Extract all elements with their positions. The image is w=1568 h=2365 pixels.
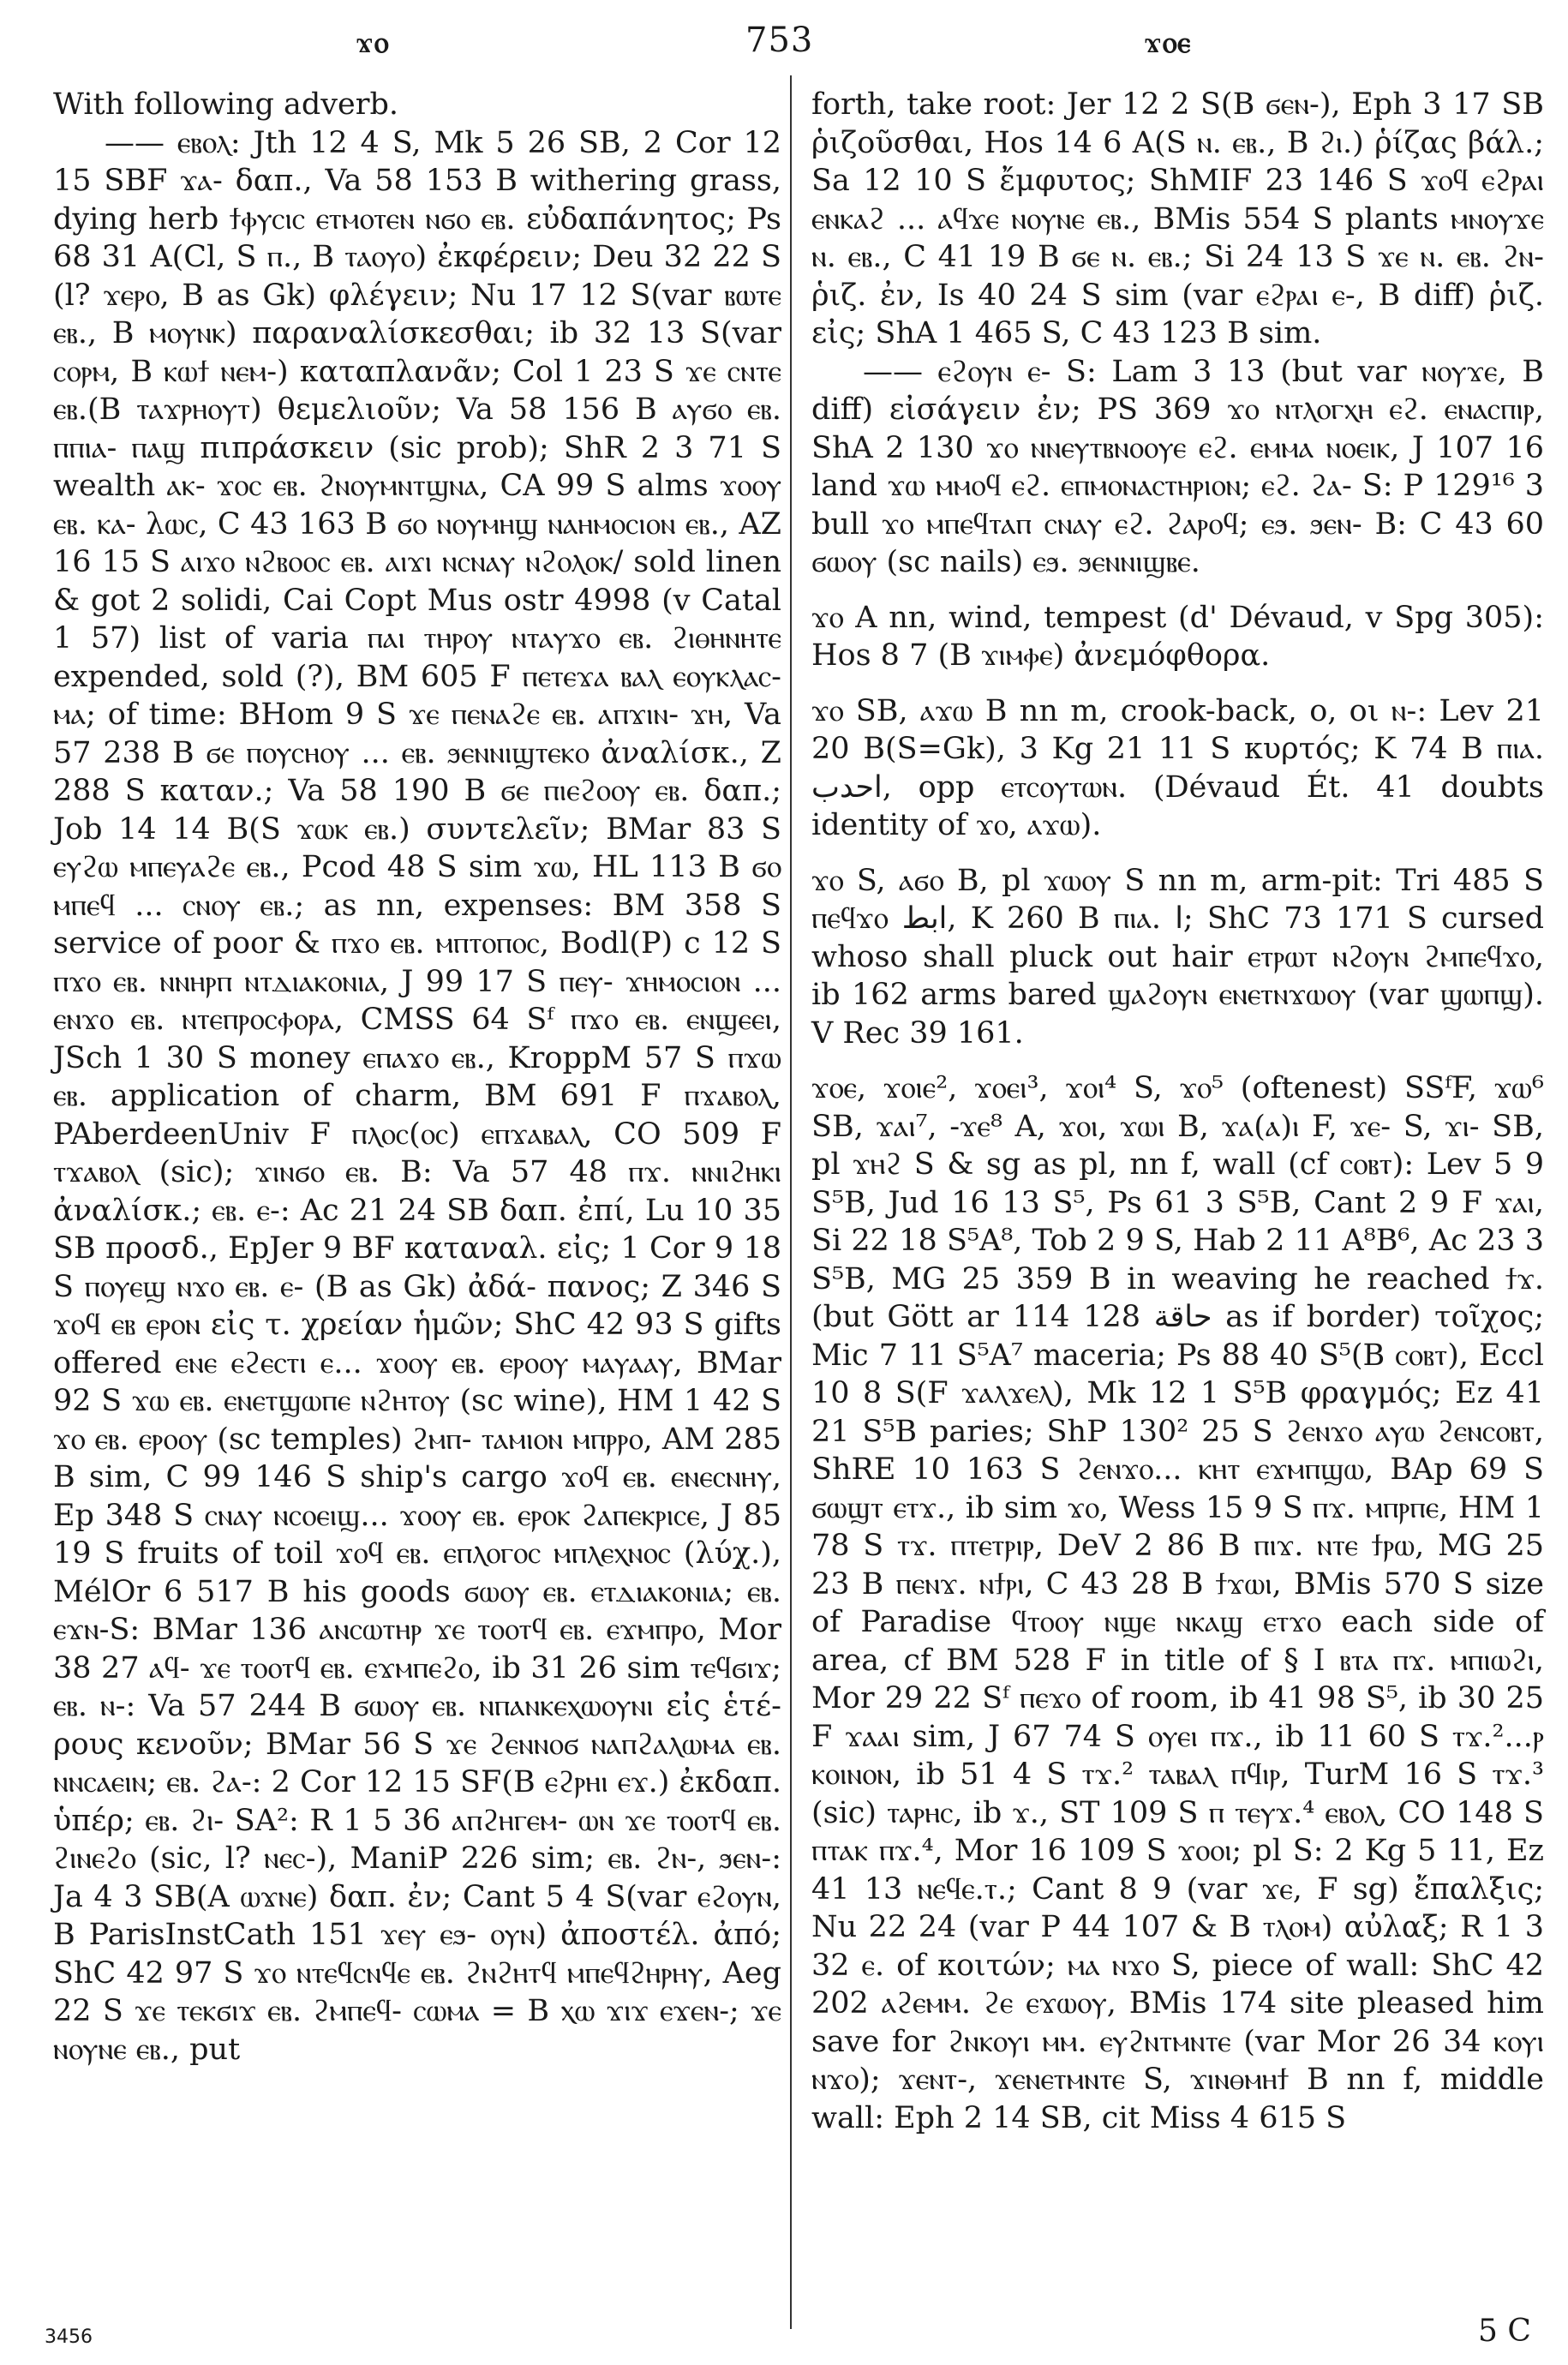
left-paragraph: —— ⲉⲃⲟⲗ: Jth 12 4 S, Mk 5 26 SB, 2 Cor 12 15 SBF ϫⲁ- δαπ., Va 58 153 B withering grass, dying herb ϯⲫⲩⲥⲓⲥ ⲉⲧⲙⲟⲧⲉⲛ ⲛϭⲟ ⲉⲃ. εὐδαπάνητος; Ps 68 31 A(Cl, S ⲡ., B ⲧⲁⲟⲩⲟ) ἐκφέρειν; Deu 32 22 S (l? ϫⲉⲣⲟ, B as Gk) φλέγειν; Nu 17 12 S(var ⲃⲱⲧⲉ ⲉⲃ., B ⲙⲟⲩⲛⲕ) παραναλίσκεσθαι; ib 32 13 S(var ⲥⲟⲣⲙ, B ⲕⲱϯ ⲛⲉⲙ-) καταπλανᾶν; Col 1 23 S ϫⲉ ⲥⲛⲧⲉ ⲉⲃ.(B ⲧⲁϫⲣⲏⲟⲩⲧ) θεμελιοῦν; Va 58 156 B ⲁⲩϭⲟ ⲉⲃ. ⲡⲡⲓⲁ- ⲡⲁϣ πιπράσκειν (sic prob); ShR 2 3 71 S wealth ⲁⲕ- ϫⲟⲥ ⲉⲃ. ϩⲛⲟⲩⲙⲛⲧϣⲛⲁ, CA 99 S alms ϫⲟⲟⲩ ⲉⲃ. ⲕⲁ- λⲱⲥ, C 43 163 B ϭⲟ ⲛⲟⲩⲙⲏϣ ⲛⲁⲏⲙⲟⲥⲓⲟⲛ ⲉⲃ., AZ 16 15 S ⲁⲓϫⲟ ⲛϩⲃⲟⲟⲥ ⲉⲃ. ⲁⲓϫⲓ ⲛⲥⲛⲁⲩ ⲛϩⲟⲗⲟⲕ/ sold linen & got 2 solidi, Cai Copt Mus ostr 4998 (v Catal 1 57) list of varia ⲡⲁⲓ ⲧⲏⲣⲟⲩ ⲛⲧⲁⲩϫⲟ ⲉⲃ. ϩⲓⲑⲏⲛⲏⲧⲉ expended, sold (?), BM 605 F ⲡⲉⲧⲉϫⲁ ⲃⲁⲗ ⲉⲟⲩⲕⲗⲁⲥ- ⲙⲁ; of time: BHom 9 S ϫⲉ ⲡⲉⲛⲁϩⲉ ⲉⲃ. ⲁⲡϫⲓⲛ- ϫⲏ, Va 57 238 B ϭⲉ ⲡⲟⲩⲥⲏⲟⲩ ... ⲉⲃ. ϧⲉⲛⲛⲓϣⲧⲉⲕⲟ ἀναλίσκ., Z 288 S καταν.; Va 58 190 B ϭⲉ ⲡⲓⲉϩⲟⲟⲩ ⲉⲃ. δαπ.; Job 14 14 B(S ϫⲱⲕ ⲉⲃ.) συντελεῖν; BMar 83 S ⲉⲩϩⲱ ⲙⲡⲉⲩⲁϩⲉ ⲉⲃ., Pcod 48 S sim ϫⲱ, HL 113 B ϭⲟ ⲙⲡⲉϥ ... ⲥⲛⲟⲩ ⲉⲃ.; as nn, expenses: BM 358 S service of poor & ⲡϫⲟ ⲉⲃ. ⲙⲡⲧⲟⲡⲟⲥ, Bodl(P) c 12 S ⲡϫⲟ ⲉⲃ. ⲛⲛⲏⲣⲡ ⲛⲧⲇⲓⲁⲕⲟⲛⲓⲁ, J 99 17 S ⲡⲉⲩ- ϫⲏⲙⲟⲥⲓⲟⲛ ... ⲉⲛϫⲟ ⲉⲃ. ⲛⲧⲉⲡⲣⲟⲥⲫⲟⲣⲁ, CMSS 64 Sᶠ ⲡϫⲟ ⲉⲃ. ⲉⲛϣⲉⲉⲓ, JSch 1 30 S money ⲉⲡⲁϫⲟ ⲉⲃ., KroppM 57 S ⲡϫⲱ ⲉⲃ. application of charm, BM 691 F ⲡϫⲁⲃⲟⲗ, PAberdeenUniv F ⲡⲗⲟⲥ(ⲟⲥ) ⲉⲡϫⲁⲃⲁⲗ, CO 509 F ⲧϫⲁⲃⲟⲗ (sic); ϫⲓⲛϭⲟ ⲉⲃ. B: Va 57 48 ⲡϫ. ⲛⲛⲓϩⲏⲕⲓ ἀναλίσκ.; ⲉⲃ. ⲉ-: Ac 21 24 SB δαπ. ἐπί, Lu 10 35 SB προσδ., EpJer 9 BF καταναλ. εἰς; 1 Cor 9 18 S ⲡⲟⲩⲉϣ ⲛϫⲟ ⲉⲃ. ⲉ- (B as Gk) ἀδά- πανος; Z 346 S ϫⲟϥ ⲉⲃ ⲉⲣⲟⲛ εἰς τ. χρείαν ἡμῶν; ShC 42 93 S gifts offered ⲉⲛⲉ ⲉϩⲉⲥⲧⲓ ⲉ... ϫⲟⲟⲩ ⲉⲃ. ⲉⲣⲟⲟⲩ ⲙⲁⲩⲁⲁⲩ, BMar 92 S ϫⲱ ⲉⲃ. ⲉⲛⲉⲧϣⲱⲡⲉ ⲛϩⲏⲧⲟⲩ (sc wine), HM 1 42 S ϫⲟ ⲉⲃ. ⲉⲣⲟⲟⲩ (sc temples) ϩⲙⲡ- ⲧⲁⲙⲓⲟⲛ ⲙⲡⲣⲣⲟ, AM 285 B sim, C 99 146 S ship's cargo ϫⲟϥ ⲉⲃ. ⲉⲛⲉⲥⲛⲏⲩ, Ep 348 S ⲥⲛⲁⲩ ⲛⲥⲟⲉⲓϣ... ϫⲟⲟⲩ ⲉⲃ. ⲉⲣⲟⲕ ϩⲁⲡⲉⲕⲣⲓⲥⲉ, J 85 19 S fruits of toil ϫⲟϥ ⲉⲃ. ⲉⲡⲗⲟⲅⲟⲥ ⲙⲡⲗⲉⲭⲛⲟⲥ (λύχ.), MélOr 6 517 B his goods ϭⲱⲟⲩ ⲉⲃ. ⲉⲧⲇⲓⲁⲕⲟⲛⲓⲁ; ⲉⲃ. ⲉϫⲛ-S: BMar 136 ⲁⲛⲥⲱⲧⲏⲣ ϫⲉ ⲧⲟⲟⲧϥ ⲉⲃ. ⲉϫⲙⲡⲣⲟ, Mor 38 27 ⲁϥ- ϫⲉ ⲧⲟⲟⲧϥ ⲉⲃ. ⲉϫⲙⲡⲉϩⲟ, ib 31 26 sim ⲧⲉϥϭⲓϫ; ⲉⲃ. ⲛ-: Va 57 244 B ϭⲱⲟⲩ ⲉⲃ. ⲛⲡⲁⲛⲕⲉⲭⲱⲟⲩⲛⲓ εἰς ἑτέ- ρους κενοῦν; BMar 56 S ϫⲉ ϩⲉⲛⲛⲟϭ ⲛⲁⲡϩⲁⲗⲱⲙⲁ ⲉⲃ. ⲛⲛⲥⲁⲉⲓⲛ; ⲉⲃ. ϩⲁ-: 2 Cor 12 15 SF(B ⲉϩⲣⲏⲓ ⲉϫ.) ἐκδαπ. ὑπέρ; ⲉⲃ. ϩⲓ- SA²: R 1 5 36 ⲁⲡϩⲏⲅⲉⲙ- ⲱⲛ ϫⲉ ⲧⲟⲟⲧϥ ⲉⲃ. ϩⲓⲛⲉϩⲟ (sic, l? ⲛⲉⲥ-), ManiP 226 sim; ⲉⲃ. ϩⲛ-, ϧⲉⲛ-: Ja 4 3 SB(A ⲱϫⲛⲉ) δαπ. ἐν; Cant 5 4 S(var ⲉϩⲟⲩⲛ, B ParisInstCath 151 ϫⲉⲩ ⲉϧ- ⲟⲩⲛ) ἀποστέλ. ἀπό; ShC 42 97 S ϫⲟ ⲛⲧⲉϥⲥⲛϥⲉ ⲉⲃ. ϩⲛϩⲏⲧϥ ⲙⲡⲉϥϩⲏⲣⲏⲩ, Aeg 22 S ϫⲉ ⲧⲉⲕϭⲓϫ ⲉⲃ. ϩⲙⲡⲉϥ- ⲥⲱⲙⲁ = B ⲭⲱ ϫⲓϫ ⲉϫⲉⲛ-; ϫⲉ ⲛⲟⲩⲛⲉ ⲉⲃ., put xyxy=(53,125,781,2067)
printer-signature: 3456 xyxy=(45,2326,93,2348)
page-number: 753 xyxy=(745,21,814,60)
dictionary-entry: ϫⲟ SB, ⲁϫⲱ B nn m, crook-back, o, oι ⲛ-: Lev 21 20 B(S=Gk), 3 Kg 21 11 S κυρτός; K 74 B ⲡⲓⲁ. احدب, opp ⲉⲧⲥⲟⲩⲧⲱⲛ. (Dévaud Ét. 41 doubts identity of ϫⲟ, ⲁϫⲱ). xyxy=(811,693,1544,842)
running-head-left: ϫⲟ xyxy=(356,26,390,60)
right-column xyxy=(811,86,1544,2137)
right-paragraph: forth, take root: Jer 12 2 S(B ϭⲉⲛ-), Eph 3 17 SB ῥιζοῦσθαι, Hos 14 6 A(S ⲛ. ⲉⲃ., B ϩⲓ.) ῥίζας βάλ.; Sa 12 10 S ἔμφυτος; ShMIF 23 146 S ϫⲟϥ ⲉϩⲣⲁⲓ ⲉⲛⲕⲁϩ ... ⲁϥϫⲉ ⲛⲟⲩⲛⲉ ⲉⲃ., BMis 554 S plants ⲙⲛⲟⲩϫⲉ ⲛ. ⲉⲃ., C 41 19 B ϭⲉ ⲛ. ⲉⲃ.; Si 24 13 S ϫⲉ ⲛ. ⲉⲃ. ϩⲛ- ῥιζ. ἐν, Is 40 24 S sim (var ⲉϩⲣⲁⲓ ⲉ-, B diff) ῥιζ. εἰς; ShA 1 465 S, C 43 123 B sim. xyxy=(811,87,1544,350)
left-column xyxy=(53,86,781,2069)
dictionary-entry: ϫⲟ S, ⲁϭⲟ B, pl ϫⲱⲟⲩ S nn m, arm-pit: Tri 485 S ⲡⲉϥϫⲟ ابط, K 260 B ⲡⲓⲁ. ا; ShC 73 171 S cursed whoso shall pluck out hair ⲉⲧⲣⲱⲧ ⲛϩⲟⲩⲛ ϩⲙⲡⲉϥϫⲟ, ib 162 arms bared ϣⲁϩⲟⲩⲛ ⲉⲛⲉⲧⲛϫⲱⲟⲩ (var ϣⲱⲡϣ). V Rec 39 161. xyxy=(811,863,1544,1051)
running-head-right: ϫⲟⲉ xyxy=(1144,26,1192,60)
dictionary-entry: ϫⲟ A nn, wind, tempest (d' Dévaud, v Spg 305): Hos 8 7 (B ϫⲓⲙⲫⲉ) ἀνεμόφθορα. xyxy=(811,600,1544,673)
signature-mark: 5 C xyxy=(1478,2314,1531,2349)
dictionary-entry: ϫⲟⲉ, ϫⲟⲓⲉ², ϫⲟⲉⲓ³, ϫⲟⲓ⁴ S, ϫⲟ⁵ (oftenest) SSᶠF, ϫⲱ⁶ SB, ϫⲁⲓ⁷, -ϫⲉ⁸ A, ϫⲟⲓ, ϫⲱⲓ B, ϫⲁ(ⲁ)ⲓ F, ϫⲉ- S, ϫⲓ- SB, pl ϫⲏϩ S & sg as pl, nn f, wall (cf ⲥⲟⲃⲧ): Lev 5 9 S⁵B, Jud 16 13 S⁵, Ps 61 3 S⁵B, Cant 2 9 F ϫⲁⲓ, Si 22 18 S⁵A⁸, Tob 2 9 S, Hab 2 11 A⁸B⁶, Ac 23 3 S⁵B, MG 25 359 B in weaving he reached ϯϫ. (but Gött ar 114 128 حاقة as if border) τοῖχος; Mic 7 11 S⁵A⁷ maceria; Ps 88 40 S⁵(B ⲥⲟⲃⲧ), Eccl 10 8 S(F ϫⲁⲗϫⲉⲗ), Mk 12 1 S⁵B φραγμός; Ez 41 21 S⁵B paries; ShP 130² 25 S ϩⲉⲛϫⲟ ⲁⲩⲱ ϩⲉⲛⲥⲟⲃⲧ, ShRE 10 163 S ϩⲉⲛϫⲟ... ⲕⲏⲧ ⲉϫⲙⲡϣⲱ, BAp 69 S ϭⲱϣⲧ ⲉⲧϫ., ib sim ϫⲟ, Wess 15 9 S ⲡϫ. ⲙⲡⲣⲡⲉ, HM 1 78 S ⲧϫ. ⲡⲧⲉⲧⲣⲓⲣ, DeV 2 86 B ⲡⲓϫ. ⲛⲧⲉ ϯⲣⲱ, MG 25 23 B ⲡⲉⲛϫ. ⲛϯⲣⲓ, C 43 28 B ϯϫⲱⲓ, BMis 570 S size of Paradise ϥⲧⲟⲟⲩ ⲛϣⲉ ⲛⲕⲁϣ ⲉⲧϫⲟ each side of area, cf BM 528 F in title of § I ⲃⲧⲁ ⲡϫ. ⲙⲡⲓⲱϩⲓ, Mor 29 22 Sᶠ ⲡⲉϫⲟ of room, ib 41 98 S⁵, ib 30 25 F ϫⲁⲁⲓ sim, J 67 74 S ⲟⲩⲉⲓ ⲡϫ., ib 11 60 S ⲧϫ.²...ⲣ ⲕⲟⲓⲛⲟⲛ, ib 51 4 S ⲧϫ.² ⲧⲁⲃⲁⲗ ⲡϥⲓⲣ, TurM 16 S ⲧϫ.³ (sic) ⲧⲁⲣⲏⲥ, ib ϫ., ST 109 S ⲡ ⲧⲉⲩϫ.⁴ ⲉⲃⲟⲗ, CO 148 S ⲡⲧⲁⲕ ⲡϫ.⁴, Mor 16 109 S ϫⲟⲟⲓ; pl S: 2 Kg 5 11, Ez 41 13 ⲛⲉϥⲉ.ⲧ.; Cant 8 9 (var ϫⲉ, F sg) ἔπαλξις; Nu 22 24 (var P 44 107 & B ⲧⲗⲟⲙ) αὐλαξ; R 1 3 32 ⲉ. of κοιτών; ⲙⲁ ⲛϫⲟ S, piece of wall: ShC 42 202 ⲁϩⲉⲙⲙ. ϩⲉ ⲉϫⲱⲟⲩ, BMis 174 site pleased him save for ϩⲛⲕⲟⲩⲓ ⲙⲙ. ⲉⲩϩⲛⲧⲙⲛⲧⲉ (var Mor 26 34 ⲕⲟⲩⲓ ⲛϫⲟ); ϫⲉⲛⲧ-, ϫⲉⲛⲉⲧⲙⲛⲧⲉ S, ϫⲓⲛⲑⲙⲏϯ B nn f, middle wall: Eph 2 14 SB, cit Miss 4 615 S xyxy=(811,1071,1544,2135)
right-paragraph: —— ⲉϩⲟⲩⲛ ⲉ- S: Lam 3 13 (but var ⲛⲟⲩϫⲉ, B diff) εἰσάγειν ἐν; PS 369 ϫⲟ ⲛⲧⲗⲟⲅⲭⲏ ⲉϩ. ⲉⲛⲁⲥⲡⲓⲣ, ShA 2 130 ϫⲟ ⲛⲛⲉⲩⲧⲃⲛⲟⲟⲩⲉ ⲉϩ. ⲉⲙⲙⲁ ⲛⲟⲉⲓⲕ, J 107 16 land ϫⲱ ⲙⲙⲟϥ ⲉϩ. ⲉⲡⲙⲟⲛⲁⲥⲧⲏⲣⲓⲟⲛ; ⲉϩ. ϩⲁ- S: P 129¹⁶ 3 bull ϫⲟ ⲙⲡⲉϥⲧⲁⲡ ⲥⲛⲁⲩ ⲉϩ. ϩⲁⲣⲟϥ; ⲉϧ. ϧⲉⲛ- B: C 43 60 ϭⲱⲟⲩ (sc nails) ⲉϧ. ϧⲉⲛⲛⲓϣⲃⲉ. xyxy=(811,354,1544,579)
left-paragraph: With following adverb. xyxy=(53,87,399,122)
column-divider xyxy=(790,75,792,2329)
